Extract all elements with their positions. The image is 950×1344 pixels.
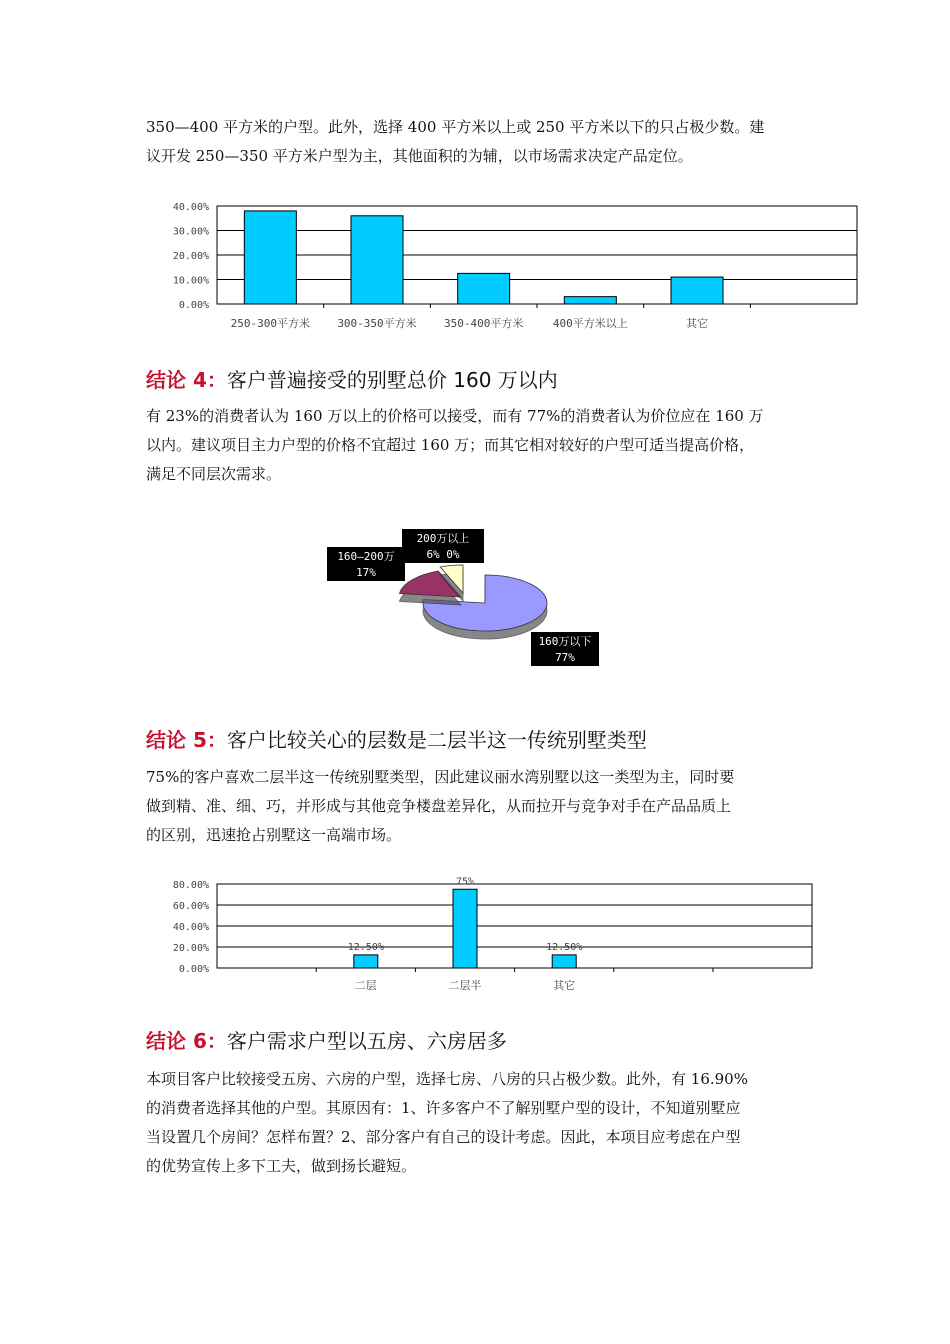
y-tick-label: 60.00% bbox=[172, 901, 209, 912]
conclusion-6-line-4: 的优势宣传上多下工夫，做到扬长避短。 bbox=[146, 1157, 417, 1175]
conclusion-5-line-3: 的区别，迅速抢占别墅这一高端市场。 bbox=[146, 826, 402, 844]
category-label: 二层半 bbox=[448, 979, 482, 992]
category-label: 400平方米以上 bbox=[552, 317, 628, 330]
conclusion-5-line-2: 做到精、准、细、巧，并形成与其他竞争楼盘差异化，从而拉开与竞争对手在产品品质上 bbox=[146, 797, 732, 815]
conclusion-6-line-2: 的消费者选择其他的户型。其原因有：1、许多客户不了解别墅户型的设计，不知道别墅应 bbox=[146, 1099, 741, 1117]
y-tick-label: 20.00% bbox=[172, 943, 209, 954]
y-tick-label: 40.00% bbox=[172, 202, 209, 213]
bar bbox=[552, 955, 576, 968]
conclusion-4-title: 客户普遍接受的别墅总价 160 万以内 bbox=[226, 368, 558, 392]
conclusion-4-line-1: 有 23%的消费者认为 160 万以上的价格可以接受，而有 77%的消费者认为价位应在 160 万 bbox=[146, 407, 764, 425]
conclusion-6-title: 客户需求户型以五房、六房居多 bbox=[226, 1029, 507, 1053]
y-tick-label: 0.00% bbox=[178, 964, 209, 975]
y-tick-label: 30.00% bbox=[172, 226, 209, 238]
category-label: 300-350平方米 bbox=[337, 317, 417, 330]
intro-line-2: 议开发 250—350 平方米户型为主，其他面积的为辅，以市场需求决定产品定位。 bbox=[146, 147, 693, 165]
pie-label-percent: 6% 0% bbox=[426, 548, 460, 561]
pie-label-percent: 17% bbox=[356, 566, 376, 579]
category-label: 二层 bbox=[354, 979, 377, 992]
category-label: 其它 bbox=[553, 979, 576, 992]
y-tick-label: 10.00% bbox=[172, 275, 209, 287]
conclusion-6-heading bbox=[146, 1027, 507, 1055]
conclusion-4-line-2: 以内。建议项目主力户型的价格不宜超过 160 万；而其它相对较好的户型可适当提高价格， bbox=[146, 436, 755, 454]
conclusion-4-line-3: 满足不同层次需求。 bbox=[146, 465, 282, 483]
bar bbox=[354, 955, 378, 968]
conclusion-5-label: 结论 5： bbox=[146, 728, 227, 752]
conclusion-5-line-1: 75%的客户喜欢二层半这一传统别墅类型，因此建议丽水湾别墅以这一类型为主，同时要 bbox=[146, 768, 735, 786]
y-tick-label: 20.00% bbox=[172, 251, 209, 262]
pie-label-percent: 77% bbox=[555, 651, 575, 664]
category-label: 350-400平方米 bbox=[443, 317, 524, 330]
y-tick-label: 80.00% bbox=[172, 880, 209, 891]
conclusion-6-line-1: 本项目客户比较接受五房、六房的户型，选择七房、八房的只占极少数。此外，有 16.90% bbox=[146, 1070, 748, 1088]
category-label: 其它 bbox=[686, 317, 709, 330]
conclusion-6-paragraph bbox=[146, 1065, 810, 1181]
conclusion-6-line-3: 当设置几个房间？怎样布置？2、部分客户有自己的设计考虑。因此，本项目应考虑在户型 bbox=[146, 1128, 741, 1146]
y-tick-label: 0.00% bbox=[178, 300, 209, 311]
conclusion-5-title: 客户比较关心的层数是二层半这一传统别墅类型 bbox=[226, 728, 647, 752]
conclusion-4-label: 结论 4： bbox=[146, 368, 227, 392]
data-label: 12.50% bbox=[347, 941, 384, 953]
y-tick-label: 40.00% bbox=[172, 922, 209, 933]
pie-label-name: 160—200万 bbox=[337, 550, 395, 563]
pie-label-name: 200万以上 bbox=[416, 532, 470, 545]
bar bbox=[453, 889, 477, 968]
data-label: 75% bbox=[455, 876, 475, 888]
conclusion-6-label: 结论 6： bbox=[146, 1029, 227, 1053]
intro-line-1: 350—400 平方米的户型。此外，选择 400 平方米以上或 250 平方米以下的只占极少数。建 bbox=[146, 118, 765, 136]
category-label: 250-300平方米 bbox=[230, 317, 311, 330]
data-label: 12.50% bbox=[546, 941, 583, 953]
pie-label-name: 160万以下 bbox=[538, 635, 592, 648]
